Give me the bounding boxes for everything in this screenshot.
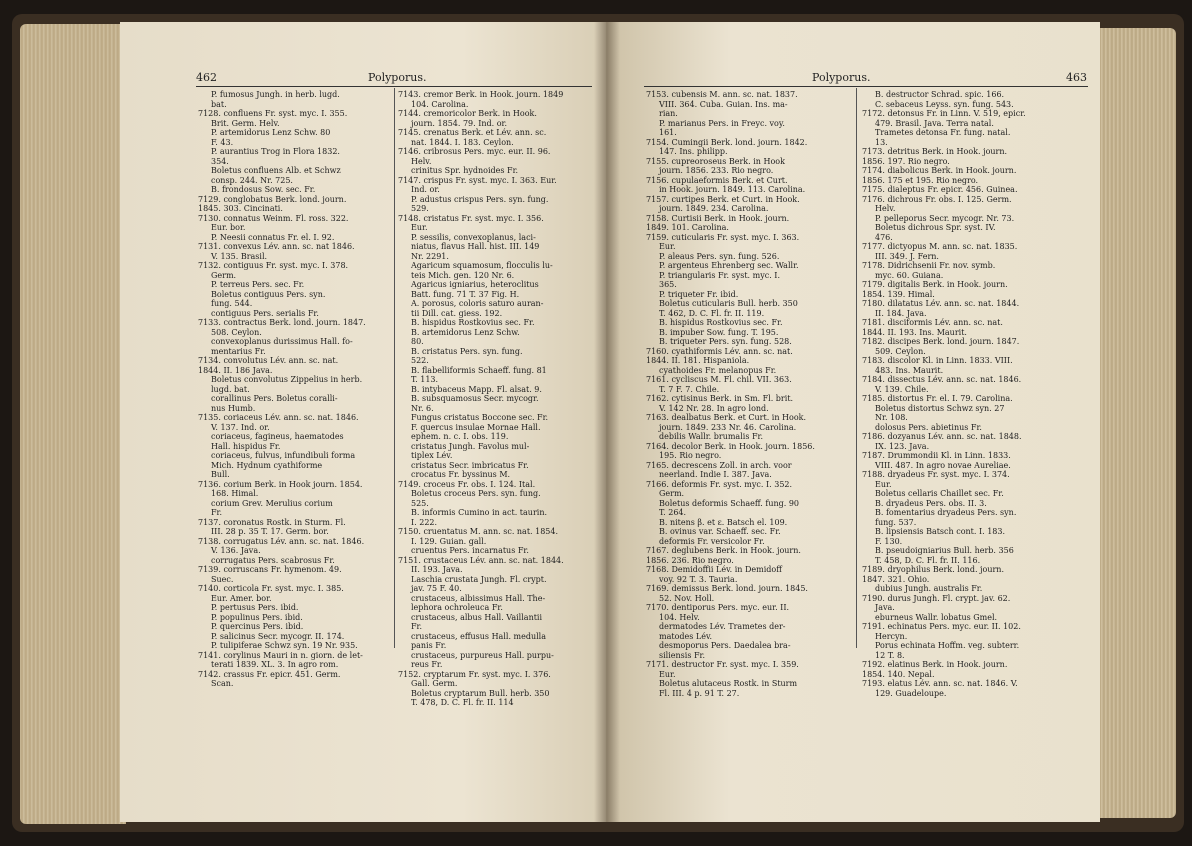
entry-line: 7135. coriaceus Lév. ann. sc. nat. 1846. <box>198 413 359 422</box>
entry-line: crustaceus, albissimus Hall. The- <box>411 593 546 603</box>
entry-line: debilis Wallr. brumalis Fr. <box>659 432 764 441</box>
entry-line: 7166. deformis Fr. syst. myc. I. 352. <box>646 479 793 489</box>
entry-line: 354. <box>211 156 229 166</box>
entry-line: VIII. 487. In agro novae Aureliae. <box>875 460 1011 470</box>
entry-line: Fr. <box>211 508 223 517</box>
entry-line: P. populinus Pers. ibid. <box>211 612 303 622</box>
entry-line: 7181. disciformis Lév. ann. sc. nat. <box>862 318 1003 327</box>
entry-line: B. flabelliformis Schaeff. fung. 81 <box>411 365 547 375</box>
entry-line: V. 139. Chile. <box>875 384 929 394</box>
entry-line: 12 T. 8. <box>875 650 905 660</box>
entry-line: B. impuber Sow. fung. T. 195. <box>659 327 779 337</box>
entry-line: 7158. Curtisii Berk. in Hook. journ. <box>646 213 790 223</box>
entry-line: cruentus Pers. incarnatus Fr. <box>411 546 529 555</box>
entry-line: nus Humb. <box>211 403 256 413</box>
entry-line: B. subsquamosus Secr. mycogr. <box>411 394 539 403</box>
entry-line: Germ. <box>211 270 237 280</box>
entry-line: 104. Carolina. <box>411 99 469 109</box>
entry-line: B. intybaceus Mapp. Fl. alsat. 9. <box>411 384 542 394</box>
entry-line: corallinus Pers. Boletus coralli- <box>211 394 338 403</box>
entry-line: journ. 1856. 233. Rio negro. <box>659 166 774 175</box>
entry-line: T. 113. <box>411 375 439 384</box>
entry-line: matodes Lév. <box>659 631 713 641</box>
entry-line: 1847. 321. Ohio. <box>862 574 930 584</box>
entry-line: 1856. 197. Rio negro. <box>862 156 950 166</box>
entry-line: 7179. digitalis Berk. in Hook. journ. <box>862 280 1008 289</box>
entry-line: nat. 1844. I. 183. Ceylon. <box>411 137 514 147</box>
left-page-number: 462 <box>196 71 217 84</box>
entry-line: 7134. convolutus Lév. ann. sc. nat. <box>198 356 339 365</box>
entry-line: Helv. <box>875 204 896 213</box>
entry-line: 7130. connatus Weinm. Fl. ross. 322. <box>198 213 349 223</box>
entry-line: B. ovinus var. Schaeff. sec. Fr. <box>659 527 781 536</box>
entry-line: P. artemidorus Lenz Schw. 80 <box>211 128 331 137</box>
right-page-number: 463 <box>1066 71 1087 84</box>
entry-line: 7180. dilatatus Lév. ann. sc. nat. 1844. <box>862 299 1020 308</box>
entry-line: F. 130. <box>875 536 903 546</box>
entry-line: 7173. detritus Berk. in Hook. journ. <box>862 147 1008 156</box>
entry-line: 1844. II. 193. Ins. Maurit. <box>862 327 967 337</box>
entry-line: Ind. or. <box>411 185 440 194</box>
entry-line: dermatodes Lév. Trametes der- <box>659 622 786 631</box>
entry-line: 476. <box>875 232 893 242</box>
entry-line: T. 7 F. 7. Chile. <box>659 384 720 394</box>
entry-line: VIII. 364. Cuba. Guian. Ins. ma- <box>659 99 788 109</box>
entry-line: myc. 60. Guiana. <box>875 270 944 280</box>
entry-line: niatus, flavus Hall. hist. III. 149 <box>411 242 540 251</box>
entry-line: 7178. Didrichsenii Fr. nov. symb. <box>862 261 996 270</box>
left-running-head: Polyporus. <box>368 71 427 84</box>
entry-line: journ. 1849. 234. Carolina. <box>659 204 769 213</box>
entry-line: 7168. Demidoffii Lév. in Demidoff <box>646 565 782 574</box>
entry-line: tiplex Lév. <box>411 451 453 460</box>
entry-line: 7133. contractus Berk. lond. journ. 1847. <box>198 318 366 327</box>
entry-line: Fr. <box>411 622 423 631</box>
entry-line: 7152. cryptarum Fr. syst. myc. I. 376. <box>398 669 551 679</box>
entry-line: Helv. <box>411 156 432 166</box>
entry-line: Fl. III. 4 p. 91 T. 27. <box>659 688 740 698</box>
entry-line: 7154. Cumingii Berk. lond. journ. 1842. <box>646 137 808 147</box>
entry-line: Fungus cristatus Boccone sec. Fr. <box>411 413 549 422</box>
entry-line: coriaceus, fagineus, haematodes <box>211 432 344 441</box>
entry-line: Boletus deformis Schaeff. fung. 90 <box>659 498 800 508</box>
entry-line: lephora ochroleuca Fr. <box>411 603 503 612</box>
entry-line: 52. Nov. Holl. <box>659 593 715 603</box>
entry-line: 7156. cupulaeformis Berk. et Curt. <box>646 175 788 185</box>
entry-line: P. triqueter Fr. ibid. <box>659 289 739 299</box>
entry-line: B. lipsiensis Batsch cont. I. 183. <box>875 527 1006 536</box>
entry-line: fung. 544. <box>211 299 253 308</box>
entry-line: IX. 123. Java. <box>875 441 930 451</box>
entry-line: 7177. dictyopus M. ann. sc. nat. 1835. <box>862 242 1018 251</box>
entry-line: 7148. cristatus Fr. syst. myc. I. 356. <box>398 213 544 223</box>
entry-line: 7193. elatus Lév. ann. sc. nat. 1846. V. <box>862 679 1018 688</box>
entry-line: 7132. contiguus Fr. syst. myc. I. 378. <box>198 261 349 270</box>
entry-line: 7150. cruentatus M. ann. sc. nat. 1854. <box>398 527 559 536</box>
entry-line: 1845. 303. Cincinati. <box>198 204 283 213</box>
right-running-head: Polyporus. <box>812 71 871 84</box>
entry-line: consp. 244. Nr. 725. <box>211 175 293 185</box>
entry-line: P. terreus Pers. sec. Fr. <box>211 280 305 289</box>
entry-line: II. 184. Java. <box>875 308 927 318</box>
entry-line: 508. Ceylon. <box>211 327 262 337</box>
entry-line: ephem. n. c. I. obs. 119. <box>411 432 509 441</box>
left-page-edges <box>20 24 126 824</box>
left-header-rule <box>196 86 592 87</box>
entry-line: mentarius Fr. <box>211 346 266 356</box>
entry-line: F. 43. <box>211 137 234 147</box>
entry-line: 479. Brasil. Java. Terra natal. <box>875 118 994 128</box>
entry-line: 161. <box>659 128 677 137</box>
entry-line: Nr. 108. <box>875 413 908 422</box>
entry-line: P. salicinus Secr. mycogr. II. 174. <box>211 631 345 641</box>
entry-line: 7141. corylinus Mauri in n. giorn. de let- <box>198 650 363 660</box>
entry-line: B. nitens β. et ε. Batsch el. 109. <box>659 517 788 527</box>
entry-line: convexoplanus durissimus Hall. fo- <box>211 337 353 346</box>
entry-line: 7167. deglubens Berk. in Hook. journ. <box>646 546 801 555</box>
entry-line: 147. Ins. philipp. <box>659 147 728 156</box>
entry-line: 7157. curtipes Berk. et Curt. in Hook. <box>646 194 800 204</box>
entry-line: V. 136. Java. <box>211 546 261 555</box>
entry-line: 1856. 236. Rio negro. <box>646 555 734 565</box>
entry-line: 7137. coronatus Rostk. in Sturm. Fl. <box>198 517 346 527</box>
entry-line: 7129. conglobatus Berk. lond. journ. <box>198 194 347 204</box>
entry-line: Eur. <box>875 479 892 489</box>
entry-line: Hall. hispidus Fr. <box>211 441 281 451</box>
entry-line: 522. <box>411 356 429 365</box>
right-header-rule <box>644 86 1088 87</box>
entry-line: T. 462, D. C. Fl. fr. II. 119. <box>659 308 765 318</box>
entry-line: corrugatus Pers. scabrosus Fr. <box>211 555 335 565</box>
entry-line: 195. Rio negro. <box>659 451 722 460</box>
entry-line: Java. <box>875 603 895 612</box>
entry-line: Mich. Hydnum cyathiforme <box>211 460 323 470</box>
entry-line: jav. 75 F. 40. <box>411 584 462 593</box>
entry-line: 7174. diabolicus Berk. in Hook. journ. <box>862 166 1017 175</box>
entry-line: P. adustus crispus Pers. syn. fung. <box>411 194 549 204</box>
entry-line: Trametes detonsa Fr. fung. natal. <box>875 128 1011 137</box>
entry-line: Eur. <box>659 242 676 251</box>
entry-line: terati 1839. XL. 3. In agro rom. <box>211 660 339 669</box>
entry-line: Gall. Germ. <box>411 679 458 688</box>
entry-line: Boletus contiguus Pers. syn. <box>211 289 326 299</box>
entry-line: P. marianus Pers. in Freyc. voy. <box>659 118 785 128</box>
entry-line: P. aurantius Trog in Flora 1832. <box>211 147 340 156</box>
entry-line: 7143. cremor Berk. in Hook. journ. 1849 <box>398 90 564 99</box>
right-page-edges <box>1098 28 1176 818</box>
entry-line: 7191. echinatus Pers. myc. eur. II. 102. <box>862 622 1021 631</box>
entry-line: Eur. <box>659 669 676 679</box>
entry-line: P. Neesii connatus Fr. el. I. 92. <box>211 232 335 242</box>
entry-line: C. sebaceus Leyss. syn. fung. 543. <box>875 99 1014 109</box>
entry-line: 7153. cubensis M. ann. sc. nat. 1837. <box>646 90 798 99</box>
entry-line: Eur. bor. <box>211 223 246 232</box>
entry-line: B. triqueter Pers. syn. fung. 528. <box>659 337 792 346</box>
entry-line: 483. Ins. Maurit. <box>875 365 944 375</box>
entry-line: B. pseudoigniarius Bull. herb. 356 <box>875 546 1014 555</box>
entry-line: tii Dill. cat. giess. 192. <box>411 308 503 318</box>
entry-line: Agaricum squamosum, flocculis lu- <box>411 261 553 270</box>
entry-line: 7159. cuticularis Fr. syst. myc. I. 363. <box>646 232 800 242</box>
entry-line: 7186. dozyanus Lév. ann. sc. nat. 1848. <box>862 432 1022 441</box>
entry-line: 7192. elatinus Berk. in Hook. journ. <box>862 660 1008 669</box>
entry-line: B. dryadeus Pers. obs. II. 3. <box>875 498 987 508</box>
entry-line: journ. 1849. 233 Nr. 46. Carolina. <box>659 422 797 432</box>
entry-line: Eur. <box>411 223 428 232</box>
entry-line: Germ. <box>659 489 685 498</box>
entry-line: dolosus Pers. abietinus Fr. <box>875 422 982 432</box>
entry-line: corium Grev. Merulius corium <box>211 498 333 508</box>
entry-line: journ. 1854. 79. Ind. or. <box>411 118 508 128</box>
entry-line: P. argenteus Ehrenberg sec. Wallr. <box>659 261 799 270</box>
entry-line: teis Mich. gen. 120 Nr. 6. <box>411 270 515 280</box>
entry-line: P. fumosus Jungh. in herb. lugd. <box>211 90 340 99</box>
right-column-1 <box>646 90 852 698</box>
entry-line: Boletus cuticularis Bull. herb. 350 <box>659 299 798 308</box>
entry-line: B. frondosus Sow. sec. Fr. <box>211 185 316 194</box>
entry-line: F. quercus insulae Mornae Hall. <box>411 422 541 432</box>
entry-line: B. destructor Schrad. spic. 166. <box>875 90 1005 99</box>
entry-line: crustaceus, effusus Hall. medulla <box>411 631 547 641</box>
entry-line: 7140. corticola Fr. syst. myc. I. 385. <box>198 584 344 593</box>
entry-line: 7187. Drummondii Kl. in Linn. 1833. <box>862 451 1011 460</box>
entry-line: Hercyn. <box>875 631 908 641</box>
entry-line: crustaceus, purpureus Hall. purpu- <box>411 650 554 660</box>
entry-line: 1849. 101. Carolina. <box>646 223 729 232</box>
entry-line: Eur. Amer. bor. <box>211 593 272 603</box>
entry-line: dubius Jungh. australis Fr. <box>875 584 983 593</box>
entry-line: Boletus cryptarum Bull. herb. 350 <box>411 688 550 698</box>
entry-line: P. triangularis Fr. syst. myc. I. <box>659 270 780 280</box>
entry-line: Boletus alutaceus Rostk. in Sturm <box>659 679 798 688</box>
entry-line: desmoporus Pers. Daedalea bra- <box>659 641 791 650</box>
entry-line: 7171. destructor Fr. syst. myc. I. 359. <box>646 660 799 669</box>
entry-line: 7176. dichrous Fr. obs. I. 125. Germ. <box>862 194 1012 204</box>
right-column-2 <box>862 90 1088 698</box>
entry-line: Porus echinata Hoffm. veg. subterr. <box>875 641 1020 650</box>
entry-line: 7145. crenatus Berk. et Lév. ann. sc. <box>398 128 547 137</box>
entry-line: B. hispidus Rostkovius sec. Fr. <box>411 318 535 327</box>
entry-line: P. aleaus Pers. syn. fung. 526. <box>659 251 780 261</box>
entry-line: 7163. dealbatus Berk. et Curt. in Hook. <box>646 413 807 422</box>
entry-line: 13. <box>875 137 888 147</box>
entry-line: B. fomentarius dryadeus Pers. syn. <box>875 508 1017 517</box>
entry-line: 1856. 175 et 195. Rio negro. <box>862 175 979 185</box>
entry-line: B. hispidus Rostkovius sec. Fr. <box>659 318 783 327</box>
entry-line: 7189. dryophilus Berk. lond. journ. <box>862 565 1004 574</box>
entry-line: 7139. corruscans Fr. hymenom. 49. <box>198 565 342 574</box>
entry-line: T. 458, D. C. Fl. fr. II. 116. <box>875 555 981 565</box>
entry-line: cristatus Jungh. Favolus mul- <box>411 441 530 451</box>
entry-line: reus Fr. <box>411 660 443 669</box>
entry-line: 365. <box>659 280 677 289</box>
right-column-separator <box>856 88 857 648</box>
entry-line: Boletus convolutus Zippelius in herb. <box>211 375 363 384</box>
entry-line: voy. 92 T. 3. Tauria. <box>659 574 738 584</box>
entry-line: crustaceus, albus Hall. Vaillantii <box>411 612 543 622</box>
entry-line: 525. <box>411 498 429 508</box>
entry-line: contiguus Pers. serialis Fr. <box>211 308 319 318</box>
entry-line: Boletus cellaris Chaillet sec. Fr. <box>875 489 1004 498</box>
entry-line: Scan. <box>211 679 234 688</box>
entry-line: Boletus distortus Schwz syn. 27 <box>875 403 1005 413</box>
entry-line: siliensis Fr. <box>659 650 706 660</box>
entry-line: Batt. fung. 71 T. 37 Fig. H. <box>411 289 520 299</box>
entry-line: T. 264. <box>659 508 687 517</box>
entry-line: 7149. croceus Fr. obs. I. 124. Ital. <box>398 479 536 489</box>
left-column-2 <box>398 90 594 708</box>
entry-line: deformis Fr. versicolor Fr. <box>659 536 765 546</box>
entry-line: 7160. cyathiformis Lév. ann. sc. nat. <box>646 346 793 356</box>
book-gutter <box>594 22 620 822</box>
entry-line: III. 349. J. Fern. <box>875 251 939 261</box>
entry-line: fung. 537. <box>875 517 917 527</box>
entry-line: II. 193. Java. <box>411 565 463 574</box>
entry-line: 509. Ceylon. <box>875 346 926 356</box>
entry-line: 7182. discipes Berk. lond. journ. 1847. <box>862 337 1020 346</box>
entry-line: Laschia crustata Jungh. Fl. crypt. <box>411 574 547 584</box>
entry-line: V. 137. Ind. or. <box>211 422 270 432</box>
entry-line: Boletus croceus Pers. syn. fung. <box>411 489 541 498</box>
entry-line: 104. Helv. <box>659 612 700 622</box>
entry-line: Brit. Germ. Helv. <box>211 118 280 128</box>
entry-line: V. 135. Brasil. <box>211 251 268 261</box>
entry-line: B. artemidorus Lenz Schw. <box>411 327 520 337</box>
entry-line: I. 222. <box>411 517 438 527</box>
entry-line: 529. <box>411 204 429 213</box>
left-column-1 <box>198 90 390 689</box>
entry-line: A. porosus, coloris saturo auran- <box>411 299 544 308</box>
entry-line: Suec. <box>211 574 234 584</box>
entry-line: 7131. convexus Lév. ann. sc. nat 1846. <box>198 242 355 251</box>
entry-line: 7161. cycliscus M. Fl. chil. VII. 363. <box>646 375 792 384</box>
entry-line: 7155. cupreoroseus Berk. in Hook <box>646 156 785 166</box>
entry-line: rian. <box>659 109 678 118</box>
entry-line: 1844. II. 186 Java. <box>198 365 273 375</box>
entry-line: B. informis Cumino in act. taurin. <box>411 508 548 517</box>
entry-line: 7138. corrugatus Lév. ann. sc. nat. 1846. <box>198 536 365 546</box>
entry-line: Agaricus igniarius, heteroclitus <box>411 280 539 289</box>
entry-line: cyathoides Fr. melanopus Fr. <box>659 365 777 375</box>
entry-line: cristatus Secr. imbricatus Fr. <box>411 460 529 470</box>
entry-line: P. tulipiferae Schwz syn. 19 Nr. 935. <box>211 641 358 650</box>
entry-line: I. 129. Guian. gall. <box>411 536 487 546</box>
entry-line: coriaceus, fulvus, infundibuli forma <box>211 451 356 460</box>
entry-line: 7183. discolor Kl. in Linn. 1833. VIII. <box>862 356 1013 365</box>
entry-line: Boletus dichrous Spr. syst. IV. <box>875 223 996 232</box>
entry-line: 168. Himal. <box>211 489 259 498</box>
entry-line: 1854. 139. Himal. <box>862 289 935 299</box>
entry-line: 7128. confluens Fr. syst. myc. I. 355. <box>198 109 348 118</box>
entry-line: 7162. cytisinus Berk. in Sm. Fl. brit. <box>646 394 794 403</box>
entry-line: 7188. dryadeus Fr. syst. myc. I. 374. <box>862 470 1010 479</box>
entry-line: lugd. bat. <box>211 384 250 394</box>
entry-line: 7136. corium Berk. in Hook journ. 1854. <box>198 479 363 489</box>
entry-line: P. sessilis, convexoplanus, laci- <box>411 232 536 242</box>
left-column-separator <box>394 88 395 648</box>
entry-line: 129. Guadeloupe. <box>875 688 947 698</box>
entry-line: 1854. 140. Nepal. <box>862 669 935 679</box>
entry-line: eburneus Wallr. lobatus Gmel. <box>875 612 998 622</box>
entry-line: 7170. dentiporus Pers. myc. eur. II. <box>646 603 790 612</box>
entry-line: 7185. distortus Fr. el. I. 79. Carolina. <box>862 394 1013 403</box>
entry-line: 7172. detonsus Fr. in Linn. V. 519, epicr. <box>862 109 1026 118</box>
entry-line: in Hook. journ. 1849. 113. Carolina. <box>659 185 806 194</box>
entry-line: P. pelleporus Secr. mycogr. Nr. 73. <box>875 213 1015 223</box>
entry-line: bat. <box>211 99 227 109</box>
entry-line: 80. <box>411 337 424 346</box>
entry-line: 7169. demissus Berk. lond. journ. 1845. <box>646 584 808 593</box>
entry-line: Nr. 6. <box>411 403 434 413</box>
entry-line: T. 478, D. C. Fl. fr. II. 114 <box>411 698 514 707</box>
entry-line: P. quercinus Pers. ibid. <box>211 622 304 631</box>
entry-line: Boletus confluens Alb. et Schwz <box>211 166 341 175</box>
entry-line: B. cristatus Pers. syn. fung. <box>411 346 523 356</box>
entry-line: 7142. crassus Fr. epicr. 451. Germ. <box>198 669 341 679</box>
entry-line: 1844. II. 181. Hispaniola. <box>646 356 750 365</box>
entry-line: V. 142 Nr. 28. In agro lond. <box>659 403 769 413</box>
entry-line: 7144. cremoricolor Berk. in Hook. <box>398 109 537 118</box>
entry-line: P. pertusus Pers. ibid. <box>211 603 299 612</box>
entry-line: panis Fr. <box>411 641 447 650</box>
entry-line: crinitus Spr. hydnoides Fr. <box>411 166 519 175</box>
entry-line: 7164. decolor Berk. in Hook. journ. 1856. <box>646 441 815 451</box>
entry-line: 7146. cribrosus Pers. myc. eur. II. 96. <box>398 147 551 156</box>
entry-line: Bull. <box>211 470 230 479</box>
entry-line: III. 28 p. 35 T. 17. Germ. bor. <box>211 527 329 536</box>
entry-line: 7190. durus Jungh. Fl. crypt. jav. 62. <box>862 593 1011 603</box>
entry-line: 7175. dialeptus Fr. epicr. 456. Guinea. <box>862 185 1018 194</box>
entry-line: 7151. crustaceus Lév. ann. sc. nat. 1844. <box>398 555 564 565</box>
entry-line: 7165. decrescens Zoll. in arch. voor <box>646 460 792 470</box>
entry-line: 7184. dissectus Lév. ann. sc. nat. 1846. <box>862 375 1022 384</box>
entry-line: Nr. 2291. <box>411 251 449 261</box>
entry-line: 7147. crispus Fr. syst. myc. I. 363. Eur. <box>398 175 557 185</box>
entry-line: neerland. Indie I. 387. Java. <box>659 470 772 479</box>
entry-line: crocatus Fr. byssinus M. <box>411 470 511 479</box>
